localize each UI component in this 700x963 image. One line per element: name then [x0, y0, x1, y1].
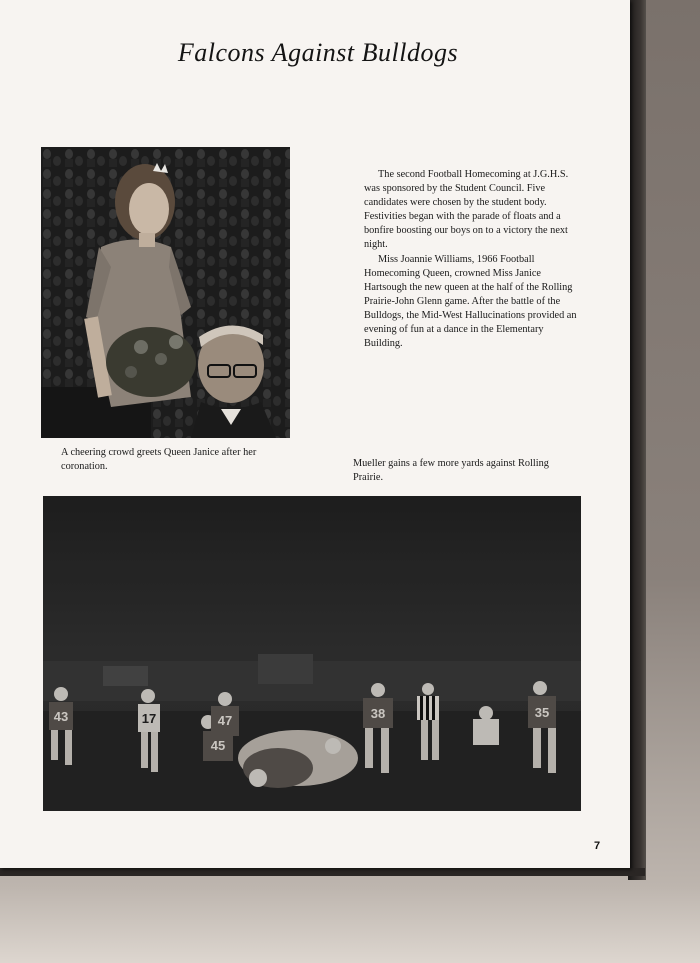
- jersey-number: 38: [370, 706, 386, 721]
- football-photo-caption: Mueller gains a few more yards against Rolling Prairie.: [353, 458, 549, 483]
- page-title: Falcons Against Bulldogs: [177, 38, 459, 67]
- jersey-number: 43: [53, 709, 69, 724]
- queen-photo-caption: A cheering crowd greets Queen Janice after her coronation.: [61, 447, 257, 472]
- page-number: 7: [594, 840, 601, 852]
- article-paragraph: The second Football Homecoming at J.G.H.S. was sponsored by the Student Council. Five candidates were chosen by the student body. Festivities began with the parade of floats and a bonfire boosting our boys on to a victory the next night.: [364, 169, 569, 251]
- jersey-number: 45: [210, 738, 226, 753]
- queen-photo: [41, 147, 290, 438]
- article-paragraph: Miss Joannie Williams, 1966 Football Homecoming Queen, crowned Miss Janice Hartsough the new queen at the half of the Rolling Prairie-John Glenn game. After the battle of the Bulldogs, the Mid-West Hallucinations provided an evening of fun at a dance in the Elementary Building.: [364, 253, 577, 350]
- book-cover-edge: [628, 0, 646, 880]
- jersey-number: 35: [534, 705, 550, 720]
- page-bottom-edge: [0, 868, 645, 876]
- jersey-number: 47: [217, 713, 233, 728]
- jersey-number: 17: [141, 711, 157, 726]
- football-photo: [43, 496, 581, 811]
- article-text: [364, 168, 579, 351]
